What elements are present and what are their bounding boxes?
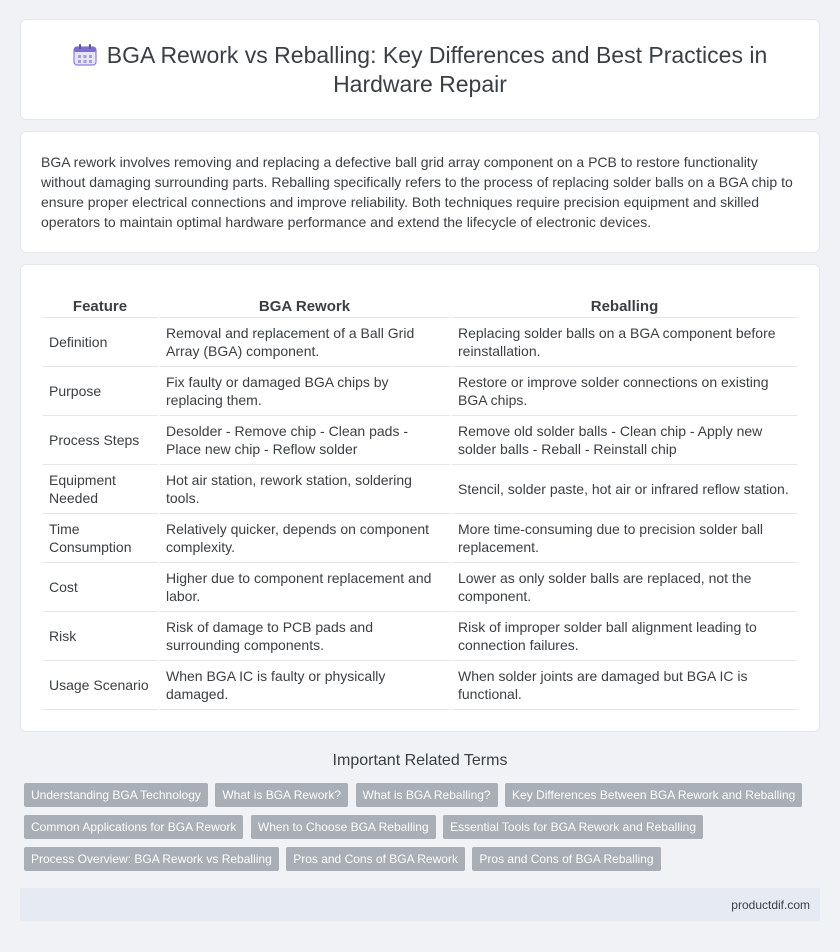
table-row xyxy=(43,514,797,563)
row-bga-rework: Desolder - Remove chip - Clean pads - Place new chip - Reflow solder xyxy=(160,416,452,465)
comparison-table-card xyxy=(20,264,820,732)
related-terms-tags xyxy=(20,783,820,879)
related-term-tag[interactable]: What is BGA Reballing? xyxy=(356,783,498,807)
row-bga-rework: Risk of damage to PCB pads and surrounding components. xyxy=(160,612,452,661)
header-card xyxy=(20,19,820,120)
table-header-row xyxy=(43,295,797,318)
row-reballing: Risk of improper solder ball alignment leading to connection failures. xyxy=(452,612,797,661)
related-term-tag[interactable]: Common Applications for BGA Rework xyxy=(24,815,243,839)
footer xyxy=(20,888,820,921)
table-row xyxy=(43,465,797,514)
row-feature: Risk xyxy=(43,612,160,661)
row-feature: Purpose xyxy=(43,367,160,416)
row-reballing: Lower as only solder balls are replaced, not the component. xyxy=(452,563,797,612)
row-bga-rework: Fix faulty or damaged BGA chips by replacing them. xyxy=(160,367,452,416)
column-header-reballing: Reballing xyxy=(452,295,797,318)
related-term-tag[interactable]: Process Overview: BGA Rework vs Reballing xyxy=(24,847,279,871)
related-term-tag[interactable]: Key Differences Between BGA Rework and Reballing xyxy=(505,783,802,807)
row-bga-rework: Higher due to component replacement and labor. xyxy=(160,563,452,612)
intro-card xyxy=(20,131,820,253)
column-header-bga-rework: BGA Rework xyxy=(160,295,452,318)
related-term-tag[interactable]: What is BGA Rework? xyxy=(215,783,348,807)
related-term-tag[interactable]: Understanding BGA Technology xyxy=(24,783,208,807)
row-reballing: More time-consuming due to precision solder ball replacement. xyxy=(452,514,797,563)
related-terms-section xyxy=(20,752,820,879)
row-reballing: Stencil, solder paste, hot air or infrared reflow station. xyxy=(452,465,797,514)
row-bga-rework: When BGA IC is faulty or physically damaged. xyxy=(160,661,452,710)
related-terms-title: Important Related Terms xyxy=(332,752,508,769)
row-bga-rework: Relatively quicker, depends on component complexity. xyxy=(160,514,452,563)
row-feature: Process Steps xyxy=(43,416,160,465)
table-row xyxy=(43,661,797,710)
comparison-table xyxy=(43,295,797,710)
table-row xyxy=(43,612,797,661)
calendar-grid-icon xyxy=(73,44,97,66)
page-title-wrap xyxy=(61,41,779,99)
related-term-tag[interactable]: When to Choose BGA Reballing xyxy=(251,815,436,839)
row-feature: Definition xyxy=(43,318,160,367)
footer-site-link[interactable]: productdif.com xyxy=(731,898,810,912)
row-reballing: Remove old solder balls - Clean chip - Apply new solder balls - Reball - Reinstall chip xyxy=(452,416,797,465)
column-header-feature: Feature xyxy=(43,295,160,318)
row-bga-rework: Hot air station, rework station, soldering tools. xyxy=(160,465,452,514)
table-row xyxy=(43,367,797,416)
intro-text: BGA rework involves removing and replacing a defective ball grid array component on a PCB to restore functionality without damaging surrounding parts. Reballing specifically refers to the process of replacing solder balls on a BGA chip to ensure proper electrical connections and improve reliability. Both techniques require precision equipment and skilled operators to maintain optimal hardware performance and extend the lifecycle of electronic devices. xyxy=(41,154,793,230)
page-title: BGA Rework vs Reballing: Key Differences and Best Practices in Hardware Repair xyxy=(106,41,768,97)
table-row xyxy=(43,416,797,465)
row-reballing: Replacing solder balls on a BGA component before reinstallation. xyxy=(452,318,797,367)
row-feature: Equipment Needed xyxy=(43,465,160,514)
related-term-tag[interactable]: Pros and Cons of BGA Rework xyxy=(286,847,465,871)
table-row xyxy=(43,563,797,612)
row-feature: Time Consumption xyxy=(43,514,160,563)
row-reballing: Restore or improve solder connections on existing BGA chips. xyxy=(452,367,797,416)
row-bga-rework: Removal and replacement of a Ball Grid Array (BGA) component. xyxy=(160,318,452,367)
related-term-tag[interactable]: Essential Tools for BGA Rework and Reballing xyxy=(443,815,703,839)
row-feature: Cost xyxy=(43,563,160,612)
related-term-tag[interactable]: Pros and Cons of BGA Reballing xyxy=(472,847,660,871)
row-feature: Usage Scenario xyxy=(43,661,160,710)
table-row xyxy=(43,318,797,367)
row-reballing: When solder joints are damaged but BGA IC is functional. xyxy=(452,661,797,710)
